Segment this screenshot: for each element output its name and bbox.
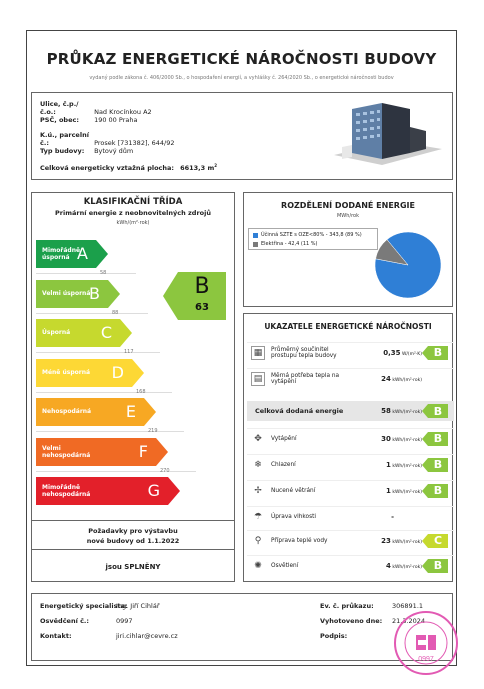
class-band-label: Méně úsporná: [42, 369, 91, 377]
ku-label: K.ú., parcelní č.:: [40, 131, 89, 147]
requirement-status: jsou SPLNĚNY: [105, 563, 161, 571]
indicator-label: Příprava teplé vody: [271, 537, 328, 544]
class-band-label: Nehospodárná: [42, 408, 92, 416]
class-band-a: [36, 240, 96, 268]
indicator-value: 1 kWh/(m²·rok): [386, 486, 422, 495]
class-band-letter: E: [125, 402, 136, 421]
building-image: [322, 97, 450, 177]
building-icon: ▦: [251, 346, 265, 360]
threshold-value: 168: [136, 389, 146, 395]
indicator-value: 0,35 W/(m²·K): [383, 348, 422, 357]
indicator-value: 4 kWh/(m²·rok): [386, 561, 422, 570]
specialist-stamp: [392, 609, 460, 677]
rating-value: 63: [195, 302, 209, 313]
fan-icon: ✢: [254, 485, 262, 496]
indicator-row: [247, 428, 454, 448]
class-band-letter: C: [100, 323, 112, 342]
indicator-row: [247, 506, 454, 526]
page-title: PRŮKAZ ENERGETICKÉ NÁROČNOSTI BUDOVY: [46, 50, 437, 68]
area-row: [40, 163, 217, 172]
sign-label: Podpis:: [320, 632, 348, 640]
distribution-pie: [373, 230, 443, 300]
distribution-legend: [248, 228, 378, 250]
area-label: Celková energeticky vztažná plocha:: [40, 164, 175, 173]
class-band-label: Úsporná: [42, 329, 71, 337]
rating-letter: B: [194, 274, 210, 299]
indicator-class-badge: B: [428, 458, 448, 472]
class-band-g: [36, 477, 168, 505]
indicator-value: 30 kWh/(m²·rok): [381, 434, 422, 443]
class-band-e: [36, 398, 144, 426]
specialist-label: Energetický specialista:: [40, 602, 128, 610]
class-band-tip: [120, 319, 132, 347]
threshold-line: [36, 392, 172, 393]
threshold-line: [36, 431, 184, 432]
faucet-icon: ⚲: [254, 535, 262, 546]
indicator-class-badge: B: [428, 404, 448, 418]
indicator-value: 24 kWh/(m²·rok): [381, 374, 422, 383]
cert-label: Osvědčení č.:: [40, 617, 89, 625]
legend-item-elektrina: [253, 241, 317, 247]
ev-label: Ev. č. průkazu:: [320, 602, 374, 610]
heating-icon: ✥: [254, 433, 262, 444]
indicator-row: [247, 342, 454, 362]
type-row: [40, 147, 133, 155]
class-band-tip: [144, 398, 156, 426]
indicator-label: Měrná potřeba tepla na vytápění: [271, 372, 340, 385]
rating-badge: [178, 272, 226, 320]
requirement-divider: [31, 520, 235, 521]
class-band-label: Velmi úsporná: [42, 290, 91, 298]
threshold-line: [36, 471, 196, 472]
requirement-line1: Požadavky pro výstavbu: [88, 527, 178, 535]
class-band-tip: [168, 477, 180, 505]
requirement-line2: nové budovy od 1.1.2022: [86, 537, 180, 545]
street-row: [40, 100, 152, 116]
indicator-label: Nucené větrání: [271, 487, 316, 494]
threshold-value: 58: [100, 270, 107, 276]
distribution-unit: MWh/rok: [336, 213, 359, 219]
ev-value: 306891.1: [392, 602, 424, 610]
psc-value: 190 00 Praha: [94, 116, 138, 124]
indicators-title: UKAZATELE ENERGETICKÉ NÁROČNOSTI: [264, 322, 432, 331]
legend-item-szte: [253, 232, 362, 238]
threshold-line: [36, 273, 136, 274]
legend-label-szte: Účinná SZTE s OZE<80% - 343,8 (89 %): [261, 232, 362, 238]
indicator-label: Osvětlení: [271, 562, 299, 569]
ku-value: Prosek [731382], 644/92: [94, 139, 175, 147]
requirement-divider-2: [31, 549, 235, 550]
class-band-b: [36, 280, 108, 308]
indicator-class-badge: B: [428, 484, 448, 498]
type-label: Typ budovy:: [40, 147, 85, 155]
indicator-label: Celková dodaná energie: [255, 407, 344, 415]
indicator-value: 58 kWh/(m²·rok): [381, 407, 422, 415]
street-label: Ulice, č.p./č.o.:: [40, 100, 79, 116]
humidity-icon: ☂: [253, 511, 263, 522]
street-value: Nad Krocínkou A2: [94, 108, 152, 116]
svg-text:0997: 0997: [418, 656, 434, 663]
date-value: 21.3.2024: [392, 617, 426, 625]
indicator-class-badge: B: [428, 559, 448, 573]
indicator-row: [247, 454, 454, 474]
class-band-letter: G: [147, 481, 160, 500]
indicator-value: 23 kWh/(m²·rok): [381, 536, 422, 545]
page-subtitle: vydaný podle zákona č. 406/2000 Sb., o hospodaření energií, a vyhlášky č. 264/2020 Sb., o energetické náročnosti budov: [89, 75, 394, 81]
heat-demand-icon: ▤: [251, 372, 265, 386]
type-value: Bytový dům: [94, 147, 134, 155]
threshold-value: 117: [124, 349, 134, 355]
classification-unit: kWh/(m²·rok): [116, 220, 150, 226]
cert-value: 0997: [116, 617, 133, 625]
legend-swatch-elektrina: [253, 242, 258, 247]
specialist-value: Ing. Jiří Cihlář: [116, 602, 160, 610]
indicator-value: -: [391, 512, 394, 521]
cooling-icon: ❄: [254, 459, 262, 470]
class-band-label: Velmi nehospodárná: [42, 444, 91, 459]
threshold-line: [36, 352, 160, 353]
class-band-f: [36, 438, 156, 466]
lightbulb-icon: ✺: [254, 560, 262, 571]
psc-label: PSČ, obec:: [40, 116, 79, 124]
rating-arrow-tip: [163, 272, 178, 320]
indicator-class-badge: B: [428, 432, 448, 446]
classification-title: KLASIFIKAČNÍ TŘÍDA: [83, 197, 183, 207]
indicator-row: [247, 401, 454, 421]
class-band-label: Mimořádně nehospodárná: [42, 483, 91, 498]
ku-row: [40, 131, 175, 147]
contact-value[interactable]: jiri.cihlar@cevre.cz: [116, 632, 178, 640]
indicator-class-badge: C: [428, 534, 448, 548]
threshold-line: [36, 313, 148, 314]
indicator-label: Vytápění: [271, 435, 297, 442]
class-band-letter: A: [77, 244, 88, 263]
threshold-value: 270: [160, 468, 170, 474]
indicator-value: 1 kWh/(m²·rok): [386, 460, 422, 469]
date-label: Vyhotoveno dne:: [320, 617, 383, 625]
legend-label-elektrina: Elektřina - 42,4 (11 %): [261, 241, 318, 247]
class-band-tip: [108, 280, 120, 308]
indicator-row: [247, 530, 454, 550]
class-band-letter: F: [138, 442, 148, 461]
legend-swatch-szte: [253, 233, 258, 238]
class-band-c: [36, 319, 120, 347]
psc-row: [40, 116, 137, 124]
indicator-label: Chlazení: [271, 461, 296, 468]
area-value: 6613,3 $m^2$: [180, 163, 218, 173]
indicator-class-badge: B: [428, 346, 448, 360]
class-band-letter: D: [111, 363, 124, 382]
class-band-tip: [132, 359, 144, 387]
class-band-label: Mimořádně úsporná: [42, 246, 81, 261]
class-band-d: [36, 359, 132, 387]
distribution-title: ROZDĚLENÍ DODANÉ ENERGIE: [281, 201, 415, 210]
class-band-tip: [96, 240, 108, 268]
indicator-label: Průměrný součinitel prostupu tepla budovy: [271, 346, 337, 359]
class-band-tip: [156, 438, 168, 466]
indicator-row: [247, 555, 454, 575]
indicator-row: [247, 480, 454, 500]
contact-label: Kontakt:: [40, 632, 72, 640]
class-band-letter: B: [89, 284, 100, 303]
threshold-value: 219: [148, 428, 158, 434]
indicator-row: [247, 368, 454, 388]
threshold-value: 88: [112, 310, 119, 316]
classification-subtitle: Primární energie z neobnovitelných zdrojů: [55, 209, 211, 217]
indicator-label: Úprava vlhkosti: [271, 513, 316, 520]
